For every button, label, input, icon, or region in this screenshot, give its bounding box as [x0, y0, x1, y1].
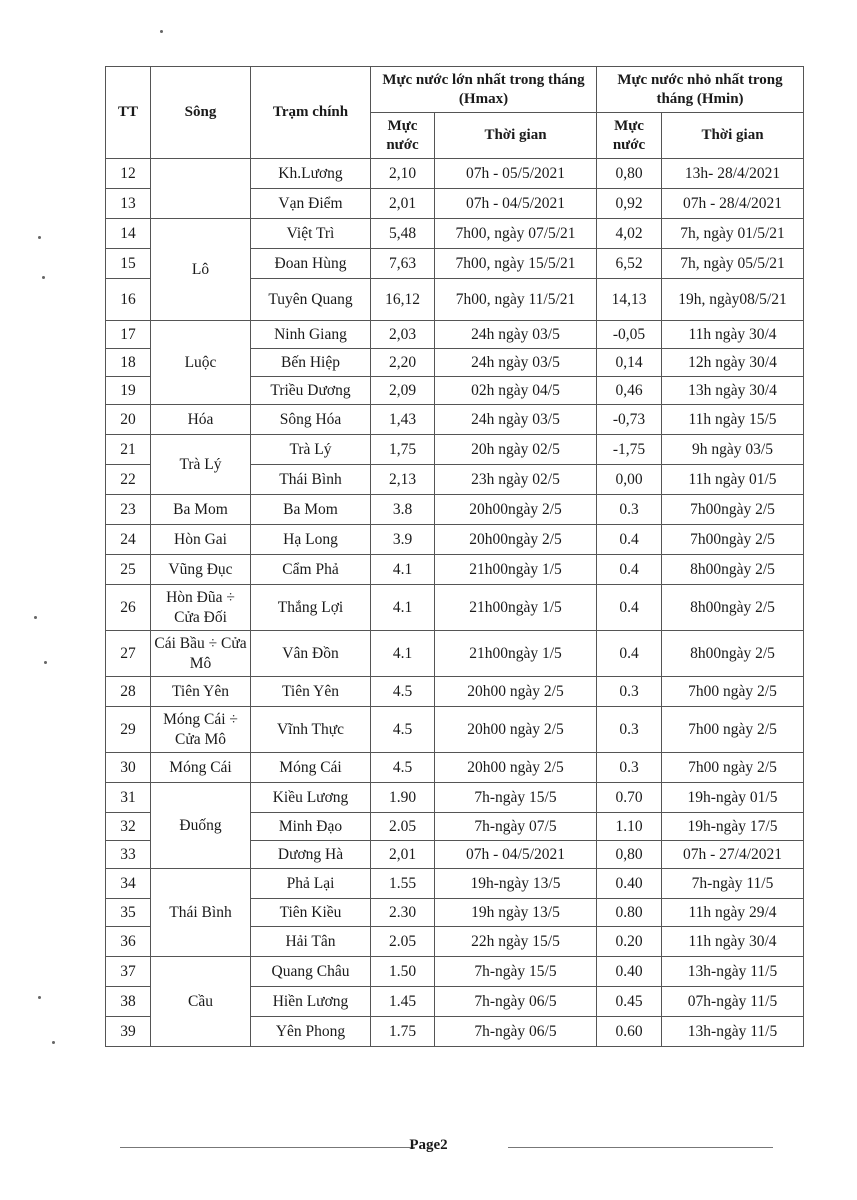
hmin-time: 13h- 28/4/2021 — [662, 159, 804, 189]
river-name: Luộc — [151, 321, 251, 405]
hmax-time: 7h-ngày 06/5 — [435, 1017, 597, 1047]
hmax-time: 7h00, ngày 15/5/21 — [435, 249, 597, 279]
row-index: 23 — [106, 495, 151, 525]
hmax-value: 2.05 — [371, 927, 435, 957]
hmin-value: 0,80 — [597, 841, 662, 869]
header-hmin: Mực nước nhỏ nhất trong tháng (Hmin) — [597, 67, 804, 113]
hmax-time: 7h00, ngày 11/5/21 — [435, 279, 597, 321]
river-name: Hòn Đũa ÷ Cửa Đối — [151, 585, 251, 631]
hmin-time: 7h, ngày 01/5/21 — [662, 219, 804, 249]
row-index: 13 — [106, 189, 151, 219]
river-name: Vũng Đục — [151, 555, 251, 585]
station-name: Vĩnh Thực — [251, 707, 371, 753]
row-index: 17 — [106, 321, 151, 349]
hmin-value: 0.3 — [597, 677, 662, 707]
hmin-value: 6,52 — [597, 249, 662, 279]
hmax-time: 21h00ngày 1/5 — [435, 585, 597, 631]
hmin-time: 7h00 ngày 2/5 — [662, 753, 804, 783]
hmin-time: 7h-ngày 11/5 — [662, 869, 804, 899]
row-index: 16 — [106, 279, 151, 321]
hmin-time: 7h00 ngày 2/5 — [662, 707, 804, 753]
hmax-time: 7h-ngày 15/5 — [435, 783, 597, 813]
scan-speck — [38, 236, 41, 239]
hmax-time: 23h ngày 02/5 — [435, 465, 597, 495]
river-name: Trà Lý — [151, 435, 251, 495]
hmax-value: 2.30 — [371, 899, 435, 927]
station-name: Quang Châu — [251, 957, 371, 987]
hmin-value: 0.3 — [597, 753, 662, 783]
hmax-value: 5,48 — [371, 219, 435, 249]
row-index: 32 — [106, 813, 151, 841]
header-hmax-level: Mực nước — [371, 113, 435, 159]
hmin-time: 11h ngày 15/5 — [662, 405, 804, 435]
hmin-time: 9h ngày 03/5 — [662, 435, 804, 465]
scan-speck — [44, 661, 47, 664]
header-hmin-level: Mực nước — [597, 113, 662, 159]
hmin-time: 07h - 27/4/2021 — [662, 841, 804, 869]
hmin-time: 8h00ngày 2/5 — [662, 555, 804, 585]
station-name: Dương Hà — [251, 841, 371, 869]
station-name: Sông Hóa — [251, 405, 371, 435]
hmin-time: 8h00ngày 2/5 — [662, 631, 804, 677]
hmax-value: 1,75 — [371, 435, 435, 465]
table-row — [106, 435, 804, 465]
hmin-value: 0.20 — [597, 927, 662, 957]
river-name: Móng Cái ÷ Cửa Mô — [151, 707, 251, 753]
river-name: Cái Bầu ÷ Cửa Mô — [151, 631, 251, 677]
row-index: 25 — [106, 555, 151, 585]
hmin-time: 19h, ngày08/5/21 — [662, 279, 804, 321]
hmin-value: 0.60 — [597, 1017, 662, 1047]
hmin-value: 0,80 — [597, 159, 662, 189]
hmin-value: 0.80 — [597, 899, 662, 927]
row-index: 29 — [106, 707, 151, 753]
hmin-time: 07h-ngày 11/5 — [662, 987, 804, 1017]
river-name: Lô — [151, 219, 251, 321]
station-name: Phả Lại — [251, 869, 371, 899]
hmin-value: 0.45 — [597, 987, 662, 1017]
table-row — [106, 321, 804, 349]
table-row — [106, 405, 804, 435]
station-name: Vạn Điểm — [251, 189, 371, 219]
hmax-value: 4.1 — [371, 585, 435, 631]
hmax-time: 7h-ngày 06/5 — [435, 987, 597, 1017]
row-index: 38 — [106, 987, 151, 1017]
table-row — [106, 219, 804, 249]
river-name: Cầu — [151, 957, 251, 1047]
hmin-value: -1,75 — [597, 435, 662, 465]
table-row — [106, 585, 804, 631]
hmax-time: 20h00ngày 2/5 — [435, 495, 597, 525]
page-number: Page2 — [409, 1137, 448, 1153]
scan-speck — [42, 276, 45, 279]
hmax-value: 4.5 — [371, 677, 435, 707]
header-hmin-time: Thời gian — [662, 113, 804, 159]
row-index: 34 — [106, 869, 151, 899]
river-name — [151, 159, 251, 219]
hmax-time: 20h00 ngày 2/5 — [435, 677, 597, 707]
hmin-value: 0,46 — [597, 377, 662, 405]
hmax-value: 2,13 — [371, 465, 435, 495]
hmin-time: 07h - 28/4/2021 — [662, 189, 804, 219]
table-row — [106, 159, 804, 189]
scan-speck — [160, 30, 163, 33]
river-name: Móng Cái — [151, 753, 251, 783]
hmin-value: -0,05 — [597, 321, 662, 349]
hmax-time: 07h - 05/5/2021 — [435, 159, 597, 189]
station-name: Triều Dương — [251, 377, 371, 405]
station-name: Vân Đồn — [251, 631, 371, 677]
hmax-time: 20h00 ngày 2/5 — [435, 753, 597, 783]
hmax-time: 7h00, ngày 07/5/21 — [435, 219, 597, 249]
station-name: Kiều Lương — [251, 783, 371, 813]
table-row — [106, 783, 804, 813]
hmax-value: 4.5 — [371, 753, 435, 783]
table-row — [106, 957, 804, 987]
station-name: Yên Phong — [251, 1017, 371, 1047]
hmax-time: 20h00 ngày 2/5 — [435, 707, 597, 753]
header-hmax-time: Thời gian — [435, 113, 597, 159]
hmin-value: 0.70 — [597, 783, 662, 813]
row-index: 26 — [106, 585, 151, 631]
hmax-time: 02h ngày 04/5 — [435, 377, 597, 405]
station-name: Hạ Long — [251, 525, 371, 555]
hmin-value: 0.40 — [597, 957, 662, 987]
hmax-time: 19h ngày 13/5 — [435, 899, 597, 927]
station-name: Bến Hiệp — [251, 349, 371, 377]
station-name: Kh.Lương — [251, 159, 371, 189]
table-row — [106, 631, 804, 677]
station-name: Đoan Hùng — [251, 249, 371, 279]
row-index: 27 — [106, 631, 151, 677]
station-name: Móng Cái — [251, 753, 371, 783]
hmin-time: 13h-ngày 11/5 — [662, 957, 804, 987]
hmin-time: 7h, ngày 05/5/21 — [662, 249, 804, 279]
hmin-value: 0.40 — [597, 869, 662, 899]
hmin-value: 1.10 — [597, 813, 662, 841]
hmax-value: 1.75 — [371, 1017, 435, 1047]
row-index: 20 — [106, 405, 151, 435]
hmin-value: 0.3 — [597, 707, 662, 753]
hmin-value: 0,14 — [597, 349, 662, 377]
header-station: Trạm chính — [251, 67, 371, 159]
header-hmax: Mực nước lớn nhất trong tháng (Hmax) — [371, 67, 597, 113]
hmin-time: 11h ngày 30/4 — [662, 927, 804, 957]
row-index: 36 — [106, 927, 151, 957]
hmax-time: 20h ngày 02/5 — [435, 435, 597, 465]
hmin-time: 7h00ngày 2/5 — [662, 525, 804, 555]
hmax-time: 24h ngày 03/5 — [435, 349, 597, 377]
table-row — [106, 869, 804, 899]
station-name: Hải Tân — [251, 927, 371, 957]
hmax-value: 4.1 — [371, 555, 435, 585]
hmax-time: 22h ngày 15/5 — [435, 927, 597, 957]
hmin-time: 11h ngày 29/4 — [662, 899, 804, 927]
river-name: Hòn Gai — [151, 525, 251, 555]
station-name: Ba Mom — [251, 495, 371, 525]
river-name: Ba Mom — [151, 495, 251, 525]
scan-speck — [38, 996, 41, 999]
hmax-time: 7h-ngày 15/5 — [435, 957, 597, 987]
hmin-time: 19h-ngày 17/5 — [662, 813, 804, 841]
hmin-value: 4,02 — [597, 219, 662, 249]
row-index: 37 — [106, 957, 151, 987]
station-name: Hiền Lương — [251, 987, 371, 1017]
scan-speck — [52, 1041, 55, 1044]
row-index: 21 — [106, 435, 151, 465]
table-row — [106, 753, 804, 783]
hmax-value: 2,20 — [371, 349, 435, 377]
row-index: 39 — [106, 1017, 151, 1047]
hmin-time: 13h-ngày 11/5 — [662, 1017, 804, 1047]
hmax-value: 3.8 — [371, 495, 435, 525]
hmax-value: 1.50 — [371, 957, 435, 987]
hmin-value: 0.4 — [597, 631, 662, 677]
row-index: 33 — [106, 841, 151, 869]
hmax-value: 4.1 — [371, 631, 435, 677]
hmin-value: 0,00 — [597, 465, 662, 495]
hmin-time: 7h00 ngày 2/5 — [662, 677, 804, 707]
hmax-value: 2,03 — [371, 321, 435, 349]
river-name: Thái Bình — [151, 869, 251, 957]
river-name: Đuống — [151, 783, 251, 869]
hmin-value: 0,92 — [597, 189, 662, 219]
row-index: 30 — [106, 753, 151, 783]
row-index: 24 — [106, 525, 151, 555]
hmax-value: 4.5 — [371, 707, 435, 753]
hmin-time: 7h00ngày 2/5 — [662, 495, 804, 525]
row-index: 22 — [106, 465, 151, 495]
station-name: Tiên Yên — [251, 677, 371, 707]
hmin-time: 13h ngày 30/4 — [662, 377, 804, 405]
hmax-time: 20h00ngày 2/5 — [435, 525, 597, 555]
station-name: Tuyên Quang — [251, 279, 371, 321]
scan-speck — [34, 616, 37, 619]
hmax-time: 21h00ngày 1/5 — [435, 555, 597, 585]
station-name: Trà Lý — [251, 435, 371, 465]
river-name: Hóa — [151, 405, 251, 435]
hmax-value: 1.55 — [371, 869, 435, 899]
hmin-value: 0.3 — [597, 495, 662, 525]
row-index: 14 — [106, 219, 151, 249]
hmin-value: 0.4 — [597, 585, 662, 631]
station-name: Thái Bình — [251, 465, 371, 495]
hmin-time: 19h-ngày 01/5 — [662, 783, 804, 813]
station-name: Thắng Lợi — [251, 585, 371, 631]
hmax-value: 1.90 — [371, 783, 435, 813]
hmax-value: 1,43 — [371, 405, 435, 435]
hmax-value: 1.45 — [371, 987, 435, 1017]
hmin-time: 11h ngày 30/4 — [662, 321, 804, 349]
table-row — [106, 707, 804, 753]
header-river: Sông — [151, 67, 251, 159]
station-name: Tiên Kiều — [251, 899, 371, 927]
row-index: 28 — [106, 677, 151, 707]
hmax-time: 07h - 04/5/2021 — [435, 841, 597, 869]
station-name: Việt Trì — [251, 219, 371, 249]
hmax-value: 2,01 — [371, 189, 435, 219]
table-body — [106, 159, 804, 1047]
table-row — [106, 677, 804, 707]
footer-rule-right — [508, 1147, 773, 1148]
hmin-value: 0.4 — [597, 555, 662, 585]
station-name: Ninh Giang — [251, 321, 371, 349]
table-row — [106, 555, 804, 585]
station-name: Minh Đạo — [251, 813, 371, 841]
row-index: 12 — [106, 159, 151, 189]
row-index: 35 — [106, 899, 151, 927]
table-row — [106, 525, 804, 555]
hmax-value: 2,10 — [371, 159, 435, 189]
header-tt: TT — [106, 67, 151, 159]
hmax-value: 2,01 — [371, 841, 435, 869]
hmax-time: 24h ngày 03/5 — [435, 405, 597, 435]
hmax-value: 3.9 — [371, 525, 435, 555]
station-name: Cẩm Phả — [251, 555, 371, 585]
table-row — [106, 495, 804, 525]
row-index: 18 — [106, 349, 151, 377]
hmax-value: 7,63 — [371, 249, 435, 279]
hmax-time: 21h00ngày 1/5 — [435, 631, 597, 677]
hmax-value: 2,09 — [371, 377, 435, 405]
river-name: Tiên Yên — [151, 677, 251, 707]
hmax-time: 19h-ngày 13/5 — [435, 869, 597, 899]
hmax-time: 7h-ngày 07/5 — [435, 813, 597, 841]
row-index: 15 — [106, 249, 151, 279]
hmax-value: 16,12 — [371, 279, 435, 321]
hmax-time: 24h ngày 03/5 — [435, 321, 597, 349]
row-index: 19 — [106, 377, 151, 405]
hmin-time: 11h ngày 01/5 — [662, 465, 804, 495]
hmin-value: -0,73 — [597, 405, 662, 435]
hmin-value: 14,13 — [597, 279, 662, 321]
hmin-value: 0.4 — [597, 525, 662, 555]
hmax-value: 2.05 — [371, 813, 435, 841]
water-level-table — [105, 66, 804, 1047]
row-index: 31 — [106, 783, 151, 813]
hmin-time: 12h ngày 30/4 — [662, 349, 804, 377]
hmin-time: 8h00ngày 2/5 — [662, 585, 804, 631]
hmax-time: 07h - 04/5/2021 — [435, 189, 597, 219]
